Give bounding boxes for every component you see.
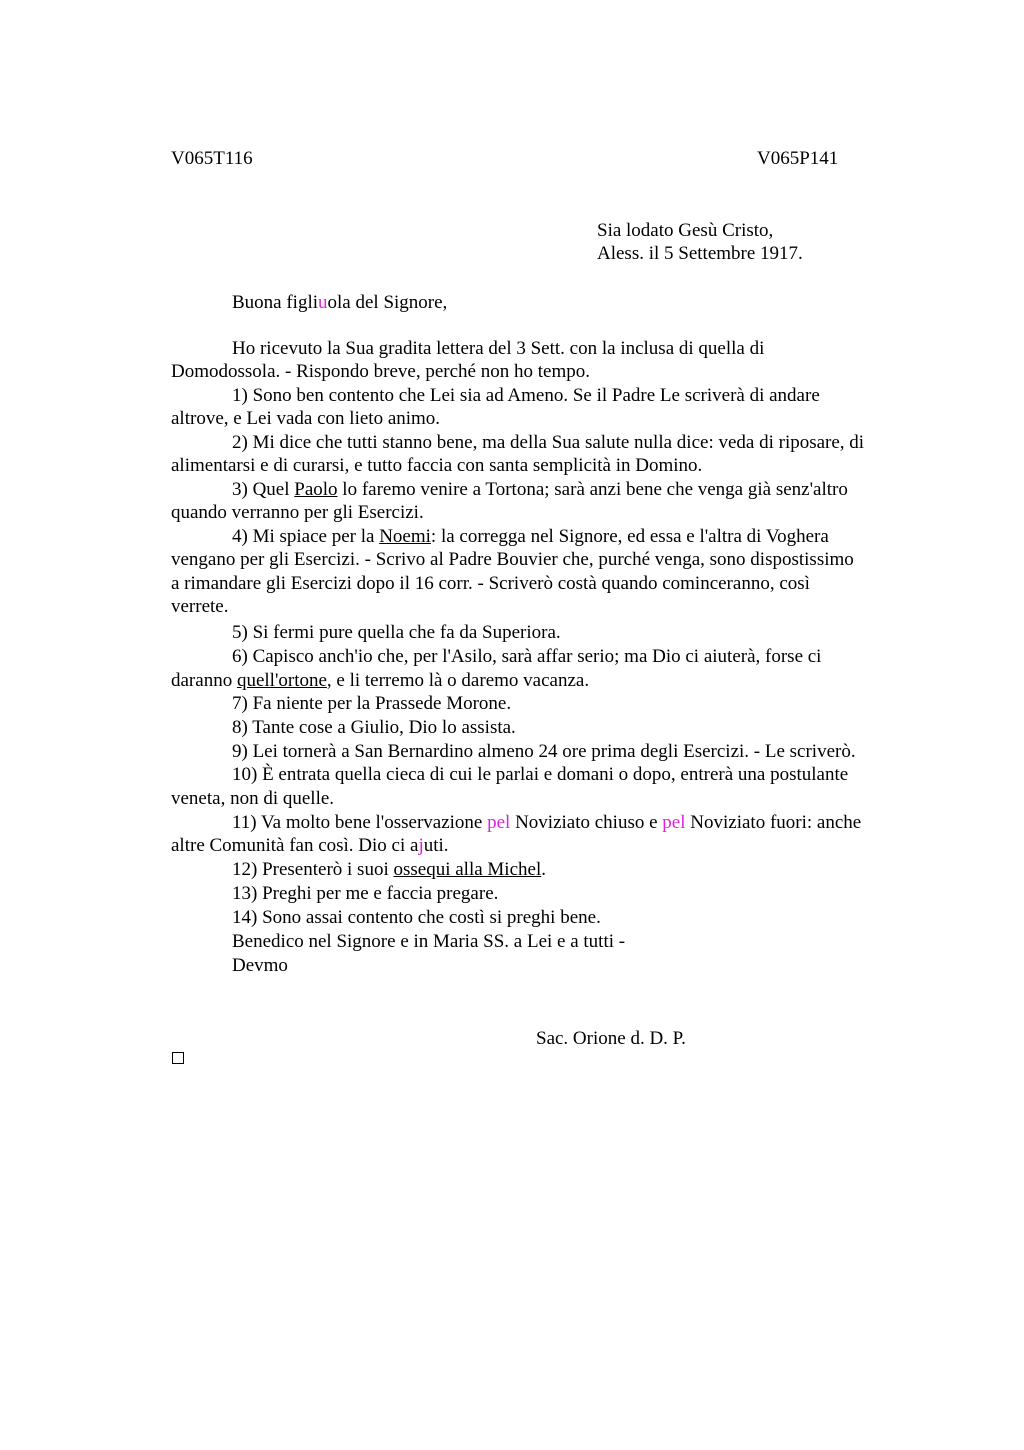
item-8-line: 8) Tante cose a Giulio, Dio lo assista. — [232, 717, 516, 738]
item-11-line: altre Comunità fan così. Dio ci ajuti. — [171, 835, 449, 856]
item-12-line: 12) Presenterò i suoi ossequi alla Michel. — [232, 859, 546, 880]
highlighted-word: pel — [487, 812, 511, 833]
item-4-line: verrete. — [171, 596, 229, 617]
paragraph-line: Ho ricevuto la Sua gradita lettera del 3 Sett. con la inclusa di quella di — [232, 338, 765, 359]
item-2-line: 2) Mi dice che tutti stanno bene, ma della Sua salute nulla dice: veda di riposare, di — [232, 432, 865, 453]
item-5-line: 5) Si fermi pure quella che fa da Superiora. — [232, 622, 561, 643]
item-1-line: 1) Sono ben contento che Lei sia ad Ameno. Se il Padre Le scriverà di andare — [232, 385, 820, 406]
document-code-right: V065P141 — [757, 148, 839, 169]
underlined-phrase: ossequi alla Michel — [393, 859, 542, 880]
item-4-line: a rimandare gli Esercizi dopo il 16 corr. - Scriverò costà quando cominceranno, così — [171, 573, 810, 594]
underlined-phrase: quell'ortone — [236, 670, 327, 691]
heading-date: Aless. il 5 Settembre 1917. — [597, 243, 803, 264]
highlighted-word: pel — [662, 812, 686, 833]
corrected-letter: u — [318, 292, 328, 313]
document-code-left: V065T116 — [171, 148, 253, 169]
item-3-line: quando verranno per gli Esercizi. — [171, 502, 424, 523]
item-13-line: 13) Preghi per me e faccia pregare. — [232, 883, 499, 904]
corrected-letter: j — [418, 835, 424, 856]
salutation: Buona figliuola del Signore, — [232, 292, 448, 313]
item-3-line: 3) Quel Paolo lo faremo venire a Tortona; sarà anzi bene che venga già senz'altro — [232, 479, 848, 500]
item-4-line: 4) Mi spiace per la Noemi: la corregga nel Signore, ed essa e l'altra di Voghera — [232, 526, 829, 547]
item-14-line: 14) Sono assai contento che costì si preghi bene. — [232, 907, 601, 928]
paragraph-line: Domodossola. - Rispondo breve, perché non ho tempo. — [171, 361, 590, 382]
item-6-line: daranno quell'ortone, e li terremo là o daremo vacanza. — [171, 670, 590, 691]
heading-invocation: Sia lodato Gesù Cristo, — [597, 220, 774, 241]
underlined-name: Paolo — [294, 479, 338, 500]
item-11-line: 11) Va molto bene l'osservazione pel Noviziato chiuso e pel Noviziato fuori: anche — [232, 812, 862, 833]
blessing-line: Benedico nel Signore e in Maria SS. a Lei e a tutti - — [232, 931, 626, 952]
item-7-line: 7) Fa niente per la Prassede Morone. — [232, 693, 512, 714]
signature: Sac. Orione d. D. P. — [536, 1028, 686, 1049]
item-10-line: veneta, non di quelle. — [171, 788, 335, 809]
item-1-line: altrove, e Lei vada con lieto animo. — [171, 408, 441, 429]
item-4-line: vengano per gli Esercizi. - Scrivo al Padre Bouvier che, purché venga, sono dispostissimo — [171, 549, 854, 570]
underlined-name: Noemi — [379, 526, 431, 547]
checkbox-square-icon — [172, 1052, 184, 1064]
item-9-line: 9) Lei tornerà a San Bernardino almeno 24 ore prima degli Esercizi. - Le scriverò. — [232, 741, 856, 762]
item-2-line: alimentarsi e di curarsi, e tutto faccia con santa semplicità in Domino. — [171, 455, 703, 476]
closing-line: Devmo — [232, 955, 288, 976]
item-6-line: 6) Capisco anch'io che, per l'Asilo, sarà affar serio; ma Dio ci aiuterà, forse ci — [232, 646, 822, 667]
item-10-line: 10) È entrata quella cieca di cui le parlai e domani o dopo, entrerà una postulante — [232, 764, 849, 785]
